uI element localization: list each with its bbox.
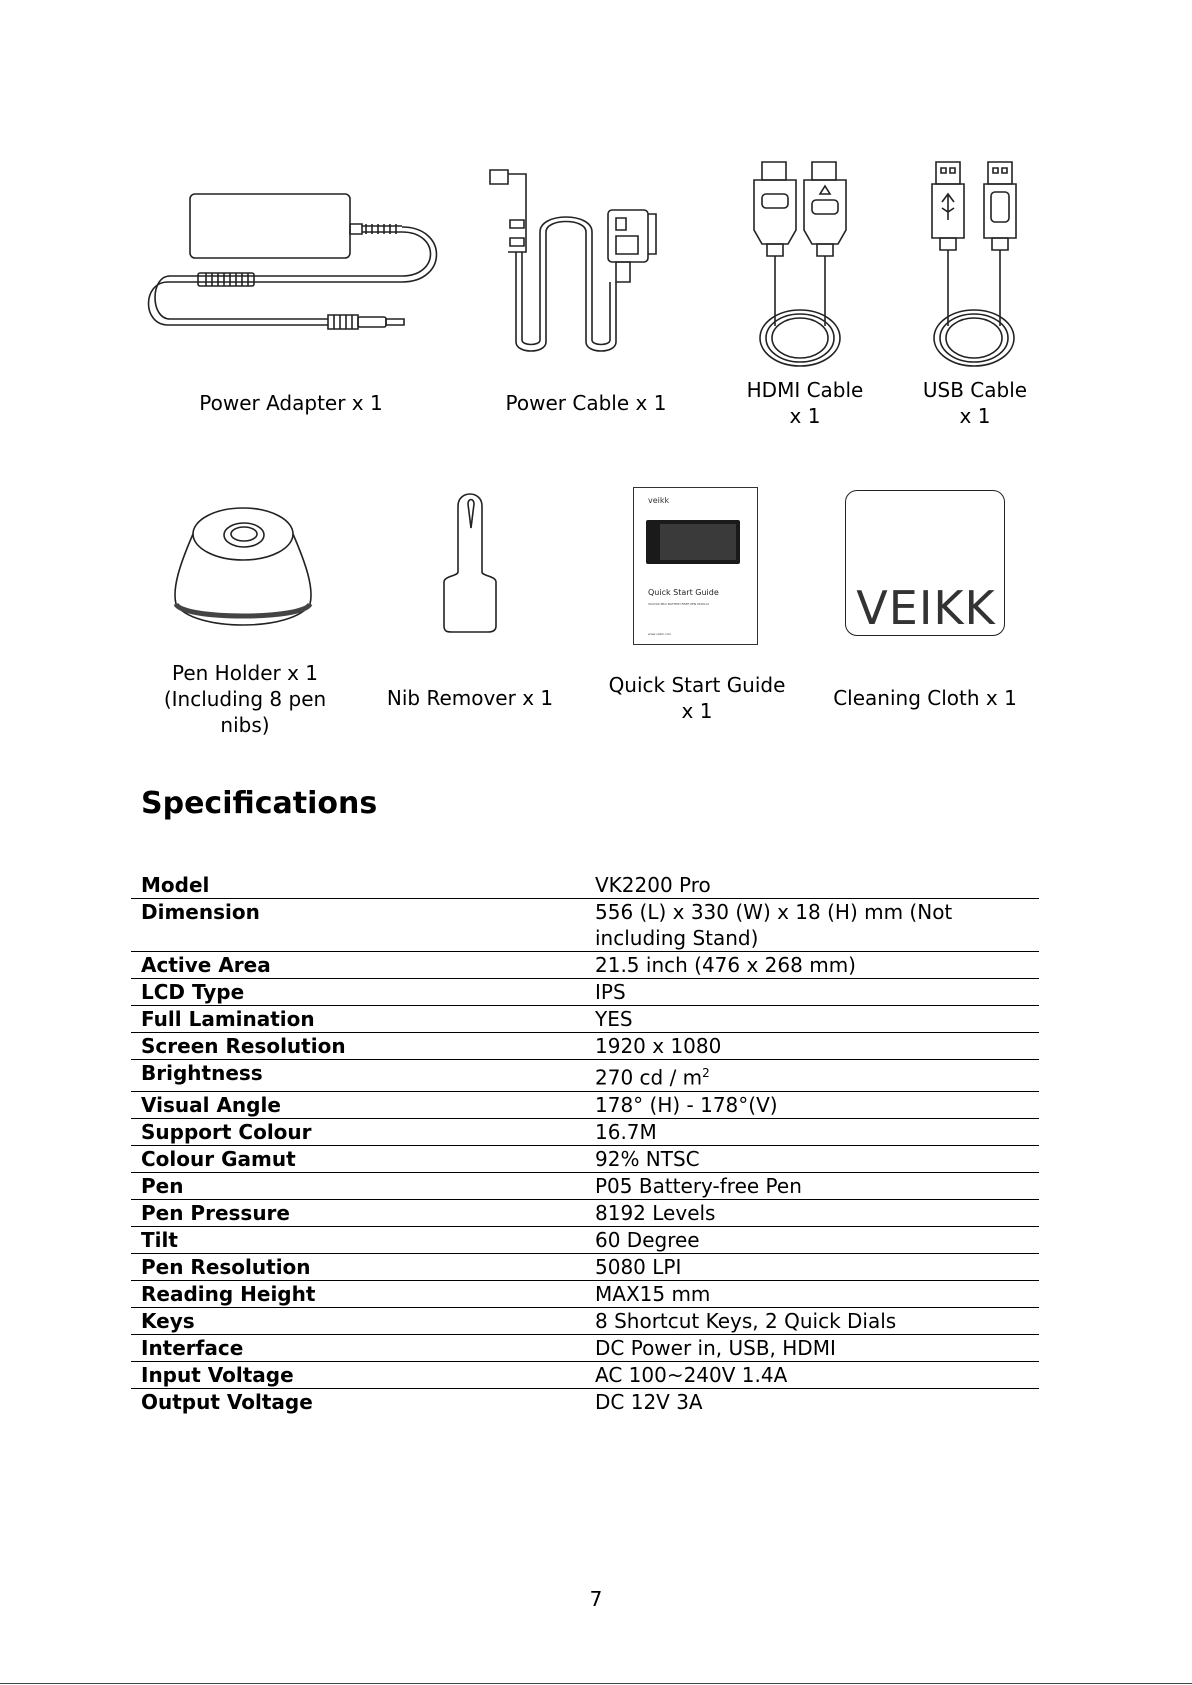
spec-value: 92% NTSC: [595, 1146, 700, 1171]
caption-usb-cable: USB Cable x 1: [922, 378, 1028, 428]
spec-label: Reading Height: [141, 1281, 316, 1306]
power-adapter-icon: [148, 190, 438, 340]
spec-label: LCD Type: [141, 980, 245, 1004]
page-number: 7: [589, 1587, 603, 1611]
spec-value: 556 (L) x 330 (W) x 18 (H) mm (Not including Stand): [595, 900, 953, 950]
spec-value-superscript: 2: [702, 1066, 710, 1080]
spec-value: DC Power in, USB, HDMI: [595, 1335, 836, 1360]
spec-row: [131, 1199, 1039, 1226]
spec-row: [131, 1280, 1039, 1307]
spec-value: 60 Degree: [595, 1227, 700, 1252]
spec-row: [131, 1226, 1039, 1253]
guide-title: Quick Start Guide: [648, 588, 719, 597]
specifications-heading: Specifications: [141, 786, 378, 821]
guide-footer: www.veikk.com: [648, 632, 672, 636]
caption-quick-start-guide: Quick Start Guide x 1: [608, 673, 786, 723]
guide-brand: veikk: [648, 496, 670, 505]
spec-label: Model: [141, 873, 210, 897]
spec-row: [131, 1033, 1039, 1060]
cleaning-cloth-icon: [845, 490, 1005, 636]
spec-label: Dimension: [141, 900, 260, 924]
caption-power-cable: Power Cable x 1: [505, 391, 667, 415]
spec-row: [131, 1172, 1039, 1199]
guide-tablet-image: [646, 520, 740, 564]
spec-row: [131, 1006, 1039, 1033]
spec-row: [131, 1060, 1039, 1092]
spec-value: 5080 LPI: [595, 1254, 682, 1279]
spec-label: Screen Resolution: [141, 1034, 346, 1058]
spec-row: [131, 899, 1039, 952]
power-cable-icon: [486, 164, 676, 359]
nib-remover-icon: [440, 492, 500, 634]
caption-pen-holder: Pen Holder x 1 (Including 8 pen nibs): [163, 661, 327, 737]
spec-label: Output Voltage: [141, 1389, 313, 1414]
spec-row: [131, 979, 1039, 1006]
cloth-logo: VEIKK: [856, 581, 996, 635]
spec-value: 8 Shortcut Keys, 2 Quick Dials: [595, 1308, 897, 1333]
spec-value: 16.7M: [595, 1119, 657, 1144]
spec-value: DC 12V 3A: [595, 1389, 703, 1414]
spec-label: Colour Gamut: [141, 1146, 296, 1171]
spec-label: Pen Pressure: [141, 1200, 290, 1225]
spec-value: 178° (H) - 178°(V): [595, 1092, 778, 1117]
hdmi-cable-icon: [750, 158, 850, 370]
spec-value: 1920 x 1080: [595, 1034, 722, 1058]
page-bottom-rule: [0, 1683, 1192, 1684]
spec-row: [131, 1118, 1039, 1145]
spec-label: Pen: [141, 1173, 184, 1198]
specifications-table: [131, 872, 1039, 1415]
spec-row: [131, 872, 1039, 899]
spec-row: [131, 1307, 1039, 1334]
spec-row: [131, 1334, 1039, 1361]
spec-value: 270 cd / $m^2$: [595, 1065, 710, 1090]
spec-label: Interface: [141, 1335, 244, 1360]
caption-nib-remover: Nib Remover x 1: [386, 686, 554, 710]
spec-label: Input Voltage: [141, 1362, 294, 1387]
spec-label: Keys: [141, 1308, 195, 1333]
spec-value: 8192 Levels: [595, 1200, 716, 1225]
spec-label: Visual Angle: [141, 1092, 281, 1117]
spec-value: VK2200 Pro: [595, 873, 711, 897]
spec-value: 21.5 inch (476 x 268 mm): [595, 953, 856, 977]
spec-label: Support Colour: [141, 1119, 312, 1144]
spec-row: [131, 1091, 1039, 1118]
spec-row: [131, 1388, 1039, 1415]
spec-label: Active Area: [141, 953, 271, 977]
spec-row: [131, 1253, 1039, 1280]
spec-label: Brightness: [141, 1061, 263, 1085]
spec-value: P05 Battery-free Pen: [595, 1173, 802, 1198]
guide-subtitle: VK2200 PRO BATTERY-FREE PEN DISPLAY: [648, 602, 710, 606]
spec-label: Full Lamination: [141, 1007, 315, 1031]
spec-label: Pen Resolution: [141, 1254, 311, 1279]
spec-value: AC 100~240V 1.4A: [595, 1362, 788, 1387]
spec-label: Tilt: [141, 1227, 178, 1252]
spec-value: IPS: [595, 980, 626, 1004]
spec-row: [131, 1361, 1039, 1388]
spec-value: YES: [595, 1007, 633, 1031]
quick-start-guide-icon: [633, 487, 758, 645]
caption-hdmi-cable: HDMI Cable x 1: [746, 378, 864, 428]
usb-cable-icon: [928, 158, 1020, 370]
spec-row: [131, 952, 1039, 979]
pen-holder-icon: [172, 504, 314, 630]
spec-row: [131, 1145, 1039, 1172]
spec-value: MAX15 mm: [595, 1281, 711, 1306]
caption-cleaning-cloth: Cleaning Cloth x 1: [833, 686, 1017, 710]
caption-power-adapter: Power Adapter x 1: [199, 391, 383, 415]
